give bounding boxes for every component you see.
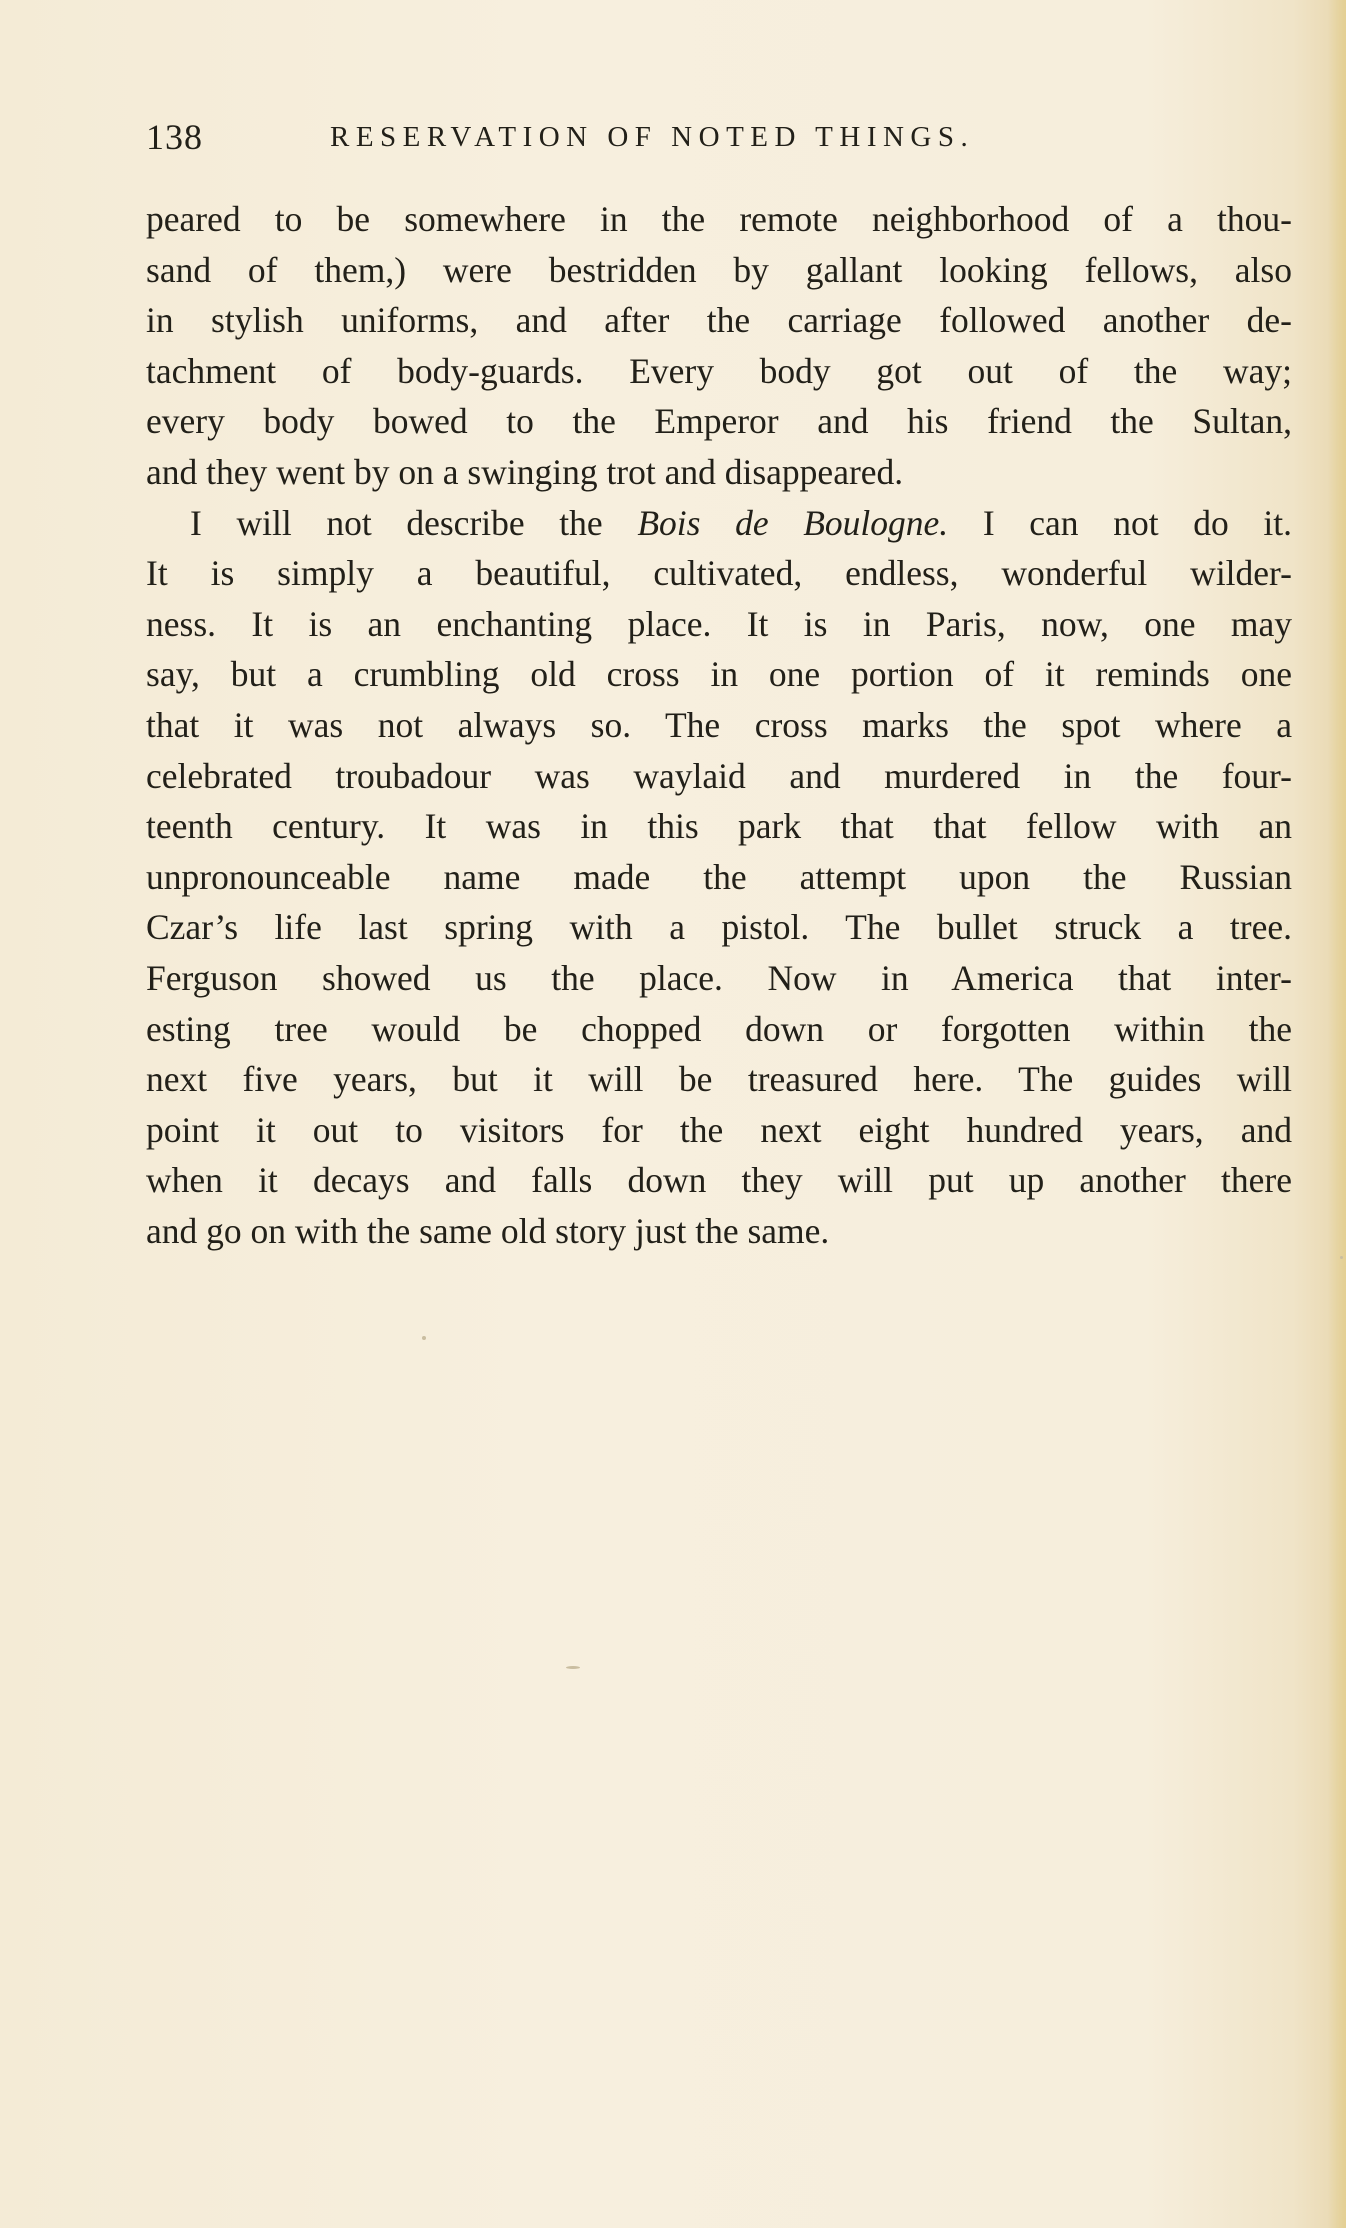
page-header — [146, 112, 1296, 162]
text-run: I can not do it. — [948, 502, 1292, 543]
text-line: sand of them,) were bestridden by gallant looking fellows, also — [146, 249, 1292, 290]
text-line: and they went by on a swinging trot and disappeared. — [146, 451, 904, 492]
text-line: tachment of body-guards. Every body got out of the way; — [146, 350, 1292, 391]
text-line: peared to be somewhere in the remote neighborhood of a thou- — [146, 199, 1292, 239]
body-text — [146, 194, 1292, 1256]
text-run: I will not describe the — [190, 502, 638, 543]
running-head: RESERVATION OF NOTED THINGS. — [330, 121, 975, 153]
text-line: every body bowed to the Emperor and his friend the Sultan, — [146, 401, 1292, 442]
text-line: Ferguson showed us the place. Now in America that inter- — [146, 957, 1292, 998]
text-line: Czar’s life last spring with a pistol. The bullet struck a tree. — [146, 907, 1292, 948]
text-line: next five years, but it will be treasured here. The guides will — [146, 1059, 1292, 1100]
page-edge-shadow — [1328, 0, 1346, 2228]
paper-speck — [422, 1336, 426, 1340]
text-line: and go on with the same old story just the same. — [146, 1210, 830, 1251]
text-line: esting tree would be chopped down or forgotten within the — [146, 1008, 1292, 1049]
text-line: when it decays and falls down they will put up another there — [146, 1160, 1292, 1201]
text-line: celebrated troubadour was waylaid and murdered in the four- — [146, 755, 1292, 796]
paper-speck — [1340, 1256, 1343, 1259]
text-line: unpronounceable name made the attempt upon the Russian — [146, 856, 1292, 897]
text-line: that it was not always so. The cross marks the spot where a — [146, 704, 1292, 745]
paragraph-2 — [146, 498, 1292, 1257]
text-line: ness. It is an enchanting place. It is in Paris, now, one may — [146, 603, 1292, 644]
page-number: 138 — [146, 117, 203, 157]
paragraph-1 — [146, 194, 1292, 498]
text-line-first — [146, 498, 1292, 549]
text-line: It is simply a beautiful, cultivated, endless, wonderful wilder- — [146, 553, 1292, 594]
text-line: say, but a crumbling old cross in one portion of it reminds one — [146, 654, 1292, 695]
text-line: in stylish uniforms, and after the carriage followed another de- — [146, 300, 1292, 341]
italic-place-name: Bois de Boulogne. — [637, 502, 949, 543]
paper-speck — [566, 1666, 580, 1669]
text-line: point it out to visitors for the next eight hundred years, and — [146, 1109, 1292, 1150]
text-line: teenth century. It was in this park that that fellow with an — [146, 806, 1292, 847]
